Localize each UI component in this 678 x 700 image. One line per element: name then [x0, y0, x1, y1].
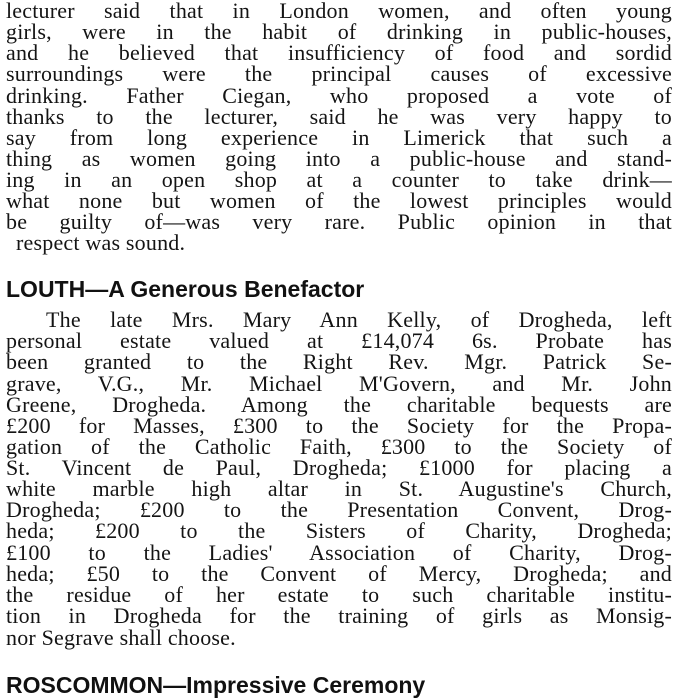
paragraph-1-line: lecturer said that in London women, and often young	[6, 0, 672, 23]
paragraph-1-line: ing in an open shop at a counter to take drink—	[6, 167, 672, 192]
paragraph-2-line: heda; £200 to the Sisters of Charity, Drogheda;	[6, 518, 672, 543]
paragraph-2-line: £200 for Masses, £300 to the Society for the Propa-	[6, 413, 672, 438]
paragraph-2-line: been granted to the Right Rev. Mgr. Patrick Se-	[6, 349, 672, 374]
paragraph-1-line: and he believed that insufficiency of food and sordid	[6, 40, 672, 65]
paragraph-2-line: nor Segrave shall choose.	[6, 625, 236, 650]
paragraph-2-line: St. Vincent de Paul, Drogheda; £1000 for placing a	[6, 455, 672, 480]
paragraph-2-line: gation of the Catholic Faith, £300 to the Society of	[6, 434, 672, 459]
paragraph-1-line: what none but women of the lowest principles would	[6, 188, 672, 213]
paragraph-2-line: Drogheda; £200 to the Presentation Convent, Drog-	[6, 497, 672, 522]
paragraph-2-line: The late Mrs. Mary Ann Kelly, of Drogheda, left	[46, 307, 672, 332]
paragraph-2-line: £100 to the Ladies' Association of Charity, Drog-	[6, 540, 672, 565]
paragraph-2-line: white marble high altar in St. Augustine's Church,	[6, 476, 672, 501]
paragraph-1-line: girls, were in the habit of drinking in public-houses,	[6, 19, 672, 44]
paragraph-2-line: tion in Drogheda for the training of girls as Monsig-	[6, 603, 672, 628]
paragraph-1-line: drinking. Father Ciegan, who proposed a vote of	[6, 83, 672, 108]
paragraph-2-line: heda; £50 to the Convent of Mercy, Drogheda; and	[6, 561, 672, 586]
paragraph-2-line: Greene, Drogheda. Among the charitable bequests are	[6, 392, 672, 417]
paragraph-1-line: thanks to the lecturer, said he was very happy to	[6, 104, 672, 129]
paragraph-1-line: say from long experience in Limerick that such a	[6, 125, 672, 150]
paragraph-1-line: respect was sound.	[16, 230, 186, 255]
paragraph-1-line: surroundings were the principal causes of excessive	[6, 61, 672, 86]
paragraph-1-line: thing as women going into a public-house and stand-	[6, 146, 672, 171]
section-heading-roscommon: ROSCOMMON—Impressive Ceremony	[6, 672, 426, 698]
paragraph-2-line: grave, V.G., Mr. Michael M'Govern, and Mr. John	[6, 371, 672, 396]
paragraph-2-line: the residue of her estate to such charitable institu-	[6, 582, 672, 607]
paragraph-1-line: be guilty of—was very rare. Public opinion in that	[6, 209, 672, 234]
paragraph-2-line: personal estate valued at £14,074 6s. Probate has	[6, 328, 672, 353]
section-heading-louth: LOUTH—A Generous Benefactor	[6, 276, 365, 302]
